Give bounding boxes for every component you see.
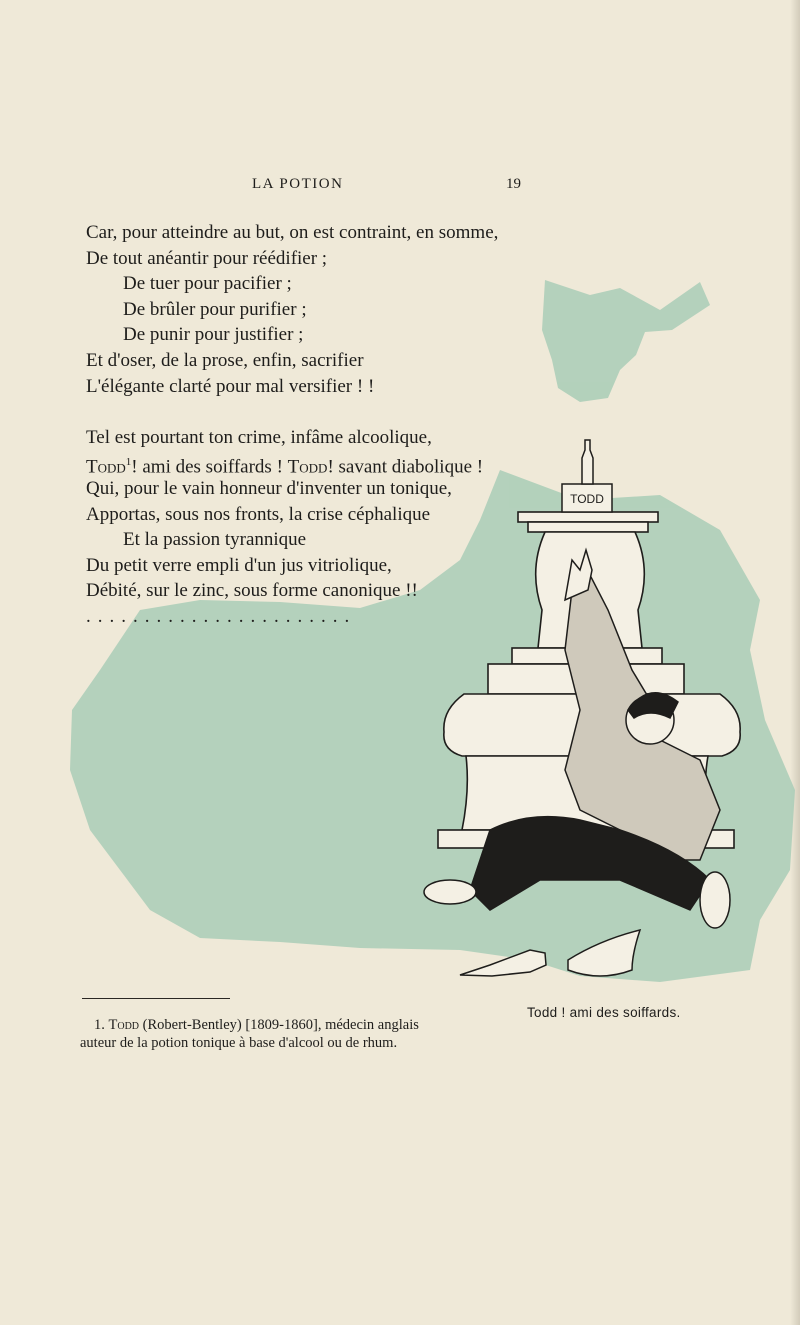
- poem-line: De tout anéantir pour réédifier ;: [86, 247, 328, 269]
- poem: [86, 220, 606, 604]
- poem-line-todd: [86, 450, 606, 476]
- poem-line: Apportas, sous nos fronts, la crise céphalique: [86, 503, 431, 525]
- footnote-text: (Robert-Bentley) [1809-1860], médecin anglais: [139, 1017, 419, 1033]
- poem-line-part: ! ami des soiffards !: [131, 456, 288, 478]
- poem-line: De brûler pour purifier ;: [123, 298, 307, 320]
- footnote-name: Todd: [108, 1017, 140, 1033]
- todd-name: Todd: [86, 456, 126, 478]
- illustration-caption: Todd ! ami des soiffards.: [527, 1005, 681, 1020]
- running-head: [0, 176, 800, 196]
- poem-line: Du petit verre empli d'un jus vitriolique,: [86, 554, 392, 576]
- footnote-line: [80, 1016, 500, 1034]
- page-number: 19: [506, 176, 521, 192]
- poem-line: Car, pour atteindre au but, on est contraint, en somme,: [86, 222, 499, 243]
- poem-line-part: ! savant diabolique !: [327, 456, 484, 478]
- poem-line: De punir pour justifier ;: [123, 324, 304, 346]
- ellipsis-row: .......................: [86, 606, 357, 627]
- running-head-title: LA POTION: [252, 176, 344, 192]
- poem-line: De tuer pour pacifier ;: [123, 273, 292, 295]
- footnote-ref: 1: [125, 456, 132, 469]
- footnote-marker: 1.: [94, 1017, 105, 1033]
- poem-line: Qui, pour le vain honneur d'inventer un tonique,: [86, 477, 452, 499]
- footnote-line: auteur de la potion tonique à base d'alcool ou de rhum.: [80, 1035, 398, 1051]
- bottle-label: TODD: [570, 492, 604, 506]
- footnote-rule: [82, 998, 230, 999]
- poem-line: Et d'oser, de la prose, enfin, sacrifier: [86, 349, 364, 371]
- stanza-break: [86, 399, 606, 425]
- poem-line: L'élégante clarté pour mal versifier ! !: [86, 375, 375, 397]
- poem-line: Débité, sur le zinc, sous forme canonique !!: [86, 580, 418, 602]
- todd-name: Todd: [287, 456, 328, 478]
- poem-line: Tel est pourtant ton crime, infâme alcoolique,: [86, 426, 432, 448]
- footnote: [80, 1016, 500, 1052]
- poem-line: Et la passion tyrannique: [123, 529, 307, 551]
